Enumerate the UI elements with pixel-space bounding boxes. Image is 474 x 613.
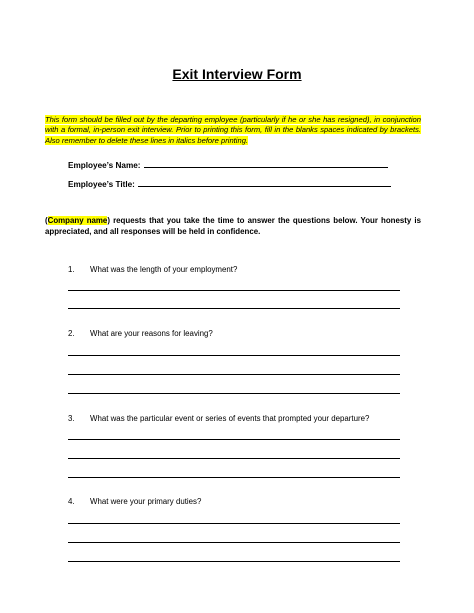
question-text: What are your reasons for leaving?	[90, 329, 213, 338]
answer-line[interactable]	[68, 458, 400, 459]
answer-line[interactable]	[68, 439, 400, 440]
question-text: What was the particular event or series of events that prompted your departure?	[90, 414, 370, 423]
answer-line[interactable]	[68, 290, 400, 291]
employee-title-blank-line[interactable]	[138, 185, 391, 187]
intro-close-paren: )	[107, 216, 110, 225]
instructions-highlight: This form should be filled out by the departing employee (particularly if he or she has resigned), in conjunction with a formal, in-person exit interview. Prior to printing this form, fill in the blanks spaces indicated by brackets. Also remember to delete these lines in italics before printing.	[45, 115, 421, 145]
question-number: 1.	[68, 265, 75, 274]
question-number: 3.	[68, 414, 75, 423]
question-number: 4.	[68, 497, 75, 506]
answer-line[interactable]	[68, 477, 400, 478]
question-text: What was the length of your employment?	[90, 265, 238, 274]
answer-line[interactable]	[68, 523, 400, 524]
answer-line[interactable]	[68, 355, 400, 356]
answer-line[interactable]	[68, 393, 400, 394]
answer-line[interactable]	[68, 561, 400, 562]
company-name-placeholder: Company name	[47, 216, 108, 225]
instructions-note	[45, 115, 421, 146]
answer-line[interactable]	[68, 374, 400, 375]
answer-line[interactable]	[68, 542, 400, 543]
employee-name-blank-line[interactable]	[144, 166, 388, 168]
answer-line[interactable]	[68, 308, 400, 309]
question-number: 2.	[68, 329, 75, 338]
intro-text: requests that you take the time to answer the questions below. Your honesty is appreciated, and all responses will be held in confidence.	[45, 216, 421, 236]
intro-paragraph	[45, 216, 421, 237]
employee-title-label: Employee’s Title:	[68, 180, 135, 189]
intro-open-paren: (	[45, 216, 48, 225]
page-title: Exit Interview Form	[172, 66, 302, 82]
employee-name-label: Employee’s Name:	[68, 161, 141, 170]
employee-name-field	[68, 158, 388, 170]
question-text: What were your primary duties?	[90, 497, 202, 506]
employee-title-field	[68, 177, 391, 189]
